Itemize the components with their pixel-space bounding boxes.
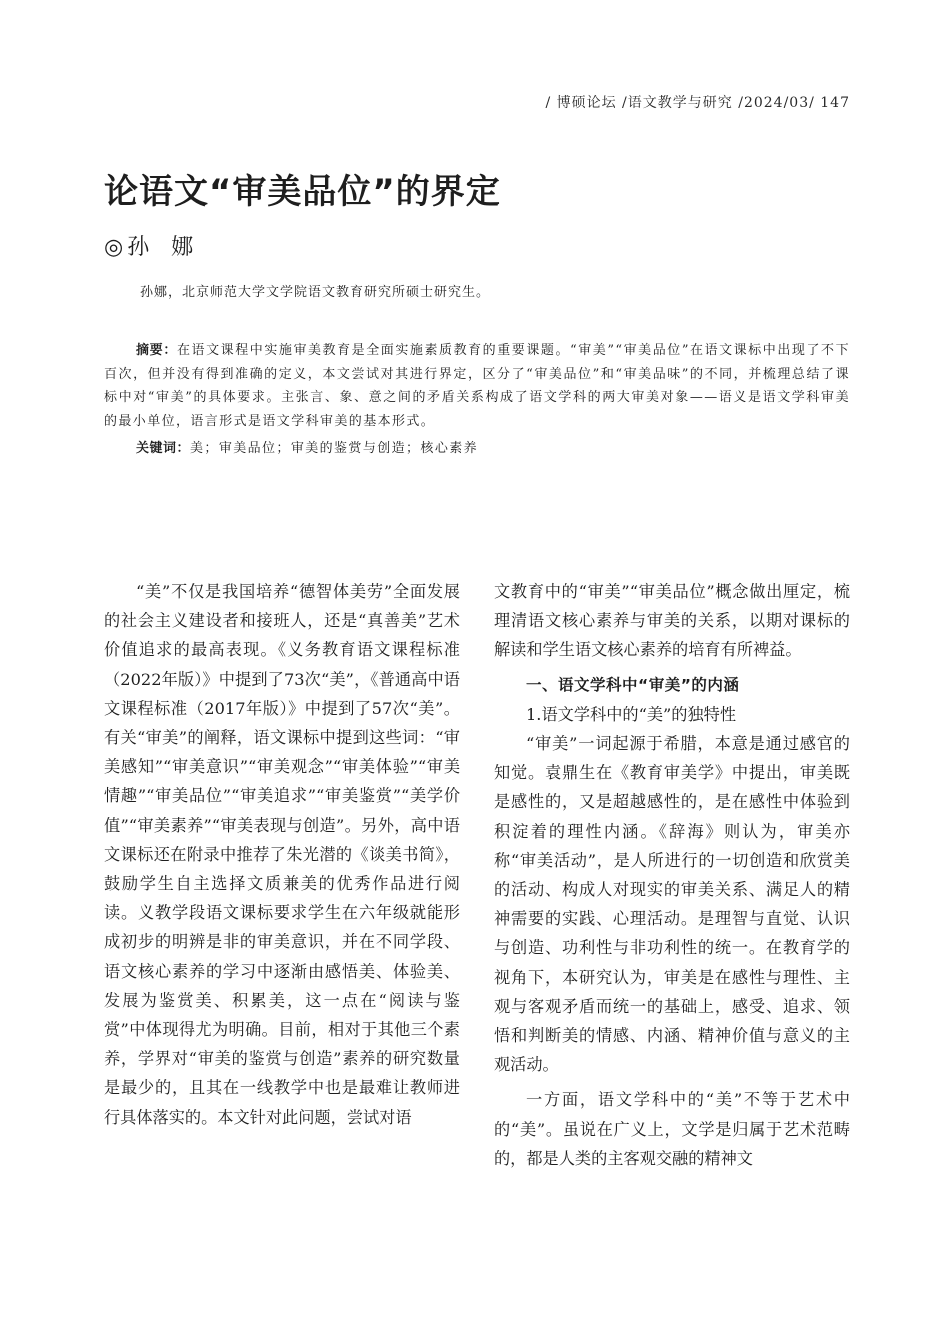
subsection-heading: 1.语文学科中的“美”的独特性 (526, 704, 737, 724)
author-bio: 孙娜，北京师范大学文学院语文教育研究所硕士研究生。 (140, 285, 491, 300)
abstract-label: 摘要： (136, 343, 177, 358)
body-column-left (104, 577, 460, 1132)
body-column-right (494, 577, 850, 1173)
keywords-label: 关键词： (136, 441, 191, 456)
article-title: 论语文“审美品位”的界定 (104, 172, 501, 212)
section-heading: 一、语文学科中“审美”的内涵 (526, 675, 740, 694)
author-mark-icon: ◎ (104, 235, 126, 260)
keywords (104, 437, 850, 461)
body-paragraph-continued: 文教育中的“审美”“审美品位”概念做出厘定，梳理清语文核心素养与审美的关系，以期对课标的解读和学生语文核心素养的培育有所裨益。 (494, 582, 850, 660)
author-name: 孙娜 (127, 235, 216, 260)
author-line (104, 232, 215, 264)
running-head: / 博硕论坛 /语文教学与研究 /2024/03/ 147 (545, 95, 850, 111)
abstract (104, 339, 850, 433)
abstract-text: 在语文课程中实施审美教育是全面实施素质教育的重要课题。“审美”“审美品位”在语文课标中出现了不下百次，但并没有得到准确的定义，本文尝试对其进行界定，区分了“审美品位”和“审美品味”的不同，并梳理总结了课标中对“审美”的具体要求。主张言、象、意之间的矛盾关系构成了语文学科的两大审美对象——语义是语文学科审美的最小单位，语言形式是语文学科审美的基本形式。 (104, 343, 850, 429)
keywords-text: 美；审美品位；审美的鉴赏与创造；核心素养 (190, 441, 479, 456)
body-paragraph: “美”不仅是我国培养“德智体美劳”全面发展的社会主义建设者和接班人，还是“真善美”艺术价值追求的最高表现。《义务教育语文课程标准（2022年版）》中提到了73次“美”，《普通高中语文课程标准（2017年版）》中提到了57次“美”。有关“审美”的阐释，语文课标中提到这些词：“审美感知”“审美意识”“审美观念”“审美体验”“审美情趣”“审美品位”“审美追求”“审美鉴赏”“美学价值”“审美素养”“审美表现与创造”。另外，高中语文课标还在附录中推荐了朱光潜的《谈美书简》，鼓励学生自主选择文质兼美的优秀作品进行阅读。义教学段语文课标要求学生在六年级就能形成初步的明辨是非的审美意识，并在不同学段、语文核心素养的学习中逐渐由感悟美、体验美、发展为鉴赏美、积累美，这一点在“阅读与鉴赏”中体现得尤为明确。目前，相对于其他三个素养，学界对“审美的鉴赏与创造”素养的研究数量是最少的，且其在一线教学中也是最难让教师进行具体落实的。本文针对此问题，尝试对语 (104, 582, 460, 1127)
body-paragraph: “审美”一词起源于希腊，本意是通过感官的知觉。袁鼎生在《教育审美学》中提出，审美既是感性的，又是超越感性的，是在感性中体验到积淀着的理性内涵。《辞海》则认为，审美亦称“审美活动”，是人所进行的一切创造和欣赏美的活动、构成人对现实的审美关系、满足人的精神需要的实践、心理活动。是理智与直觉、认识与创造、功利性与非功利性的统一。在教育学的视角下，本研究认为，审美是在感性与理性、主观与客观矛盾而统一的基础上，感受、追求、领悟和判断美的情感、内涵、精神价值与意义的主观活动。 (494, 734, 850, 1075)
body-paragraph: 一方面，语文学科中的“美”不等于艺术中的“美”。虽说在广义上，文学是归属于艺术范畴的，都是人类的主客观交融的精神文 (494, 1090, 850, 1168)
